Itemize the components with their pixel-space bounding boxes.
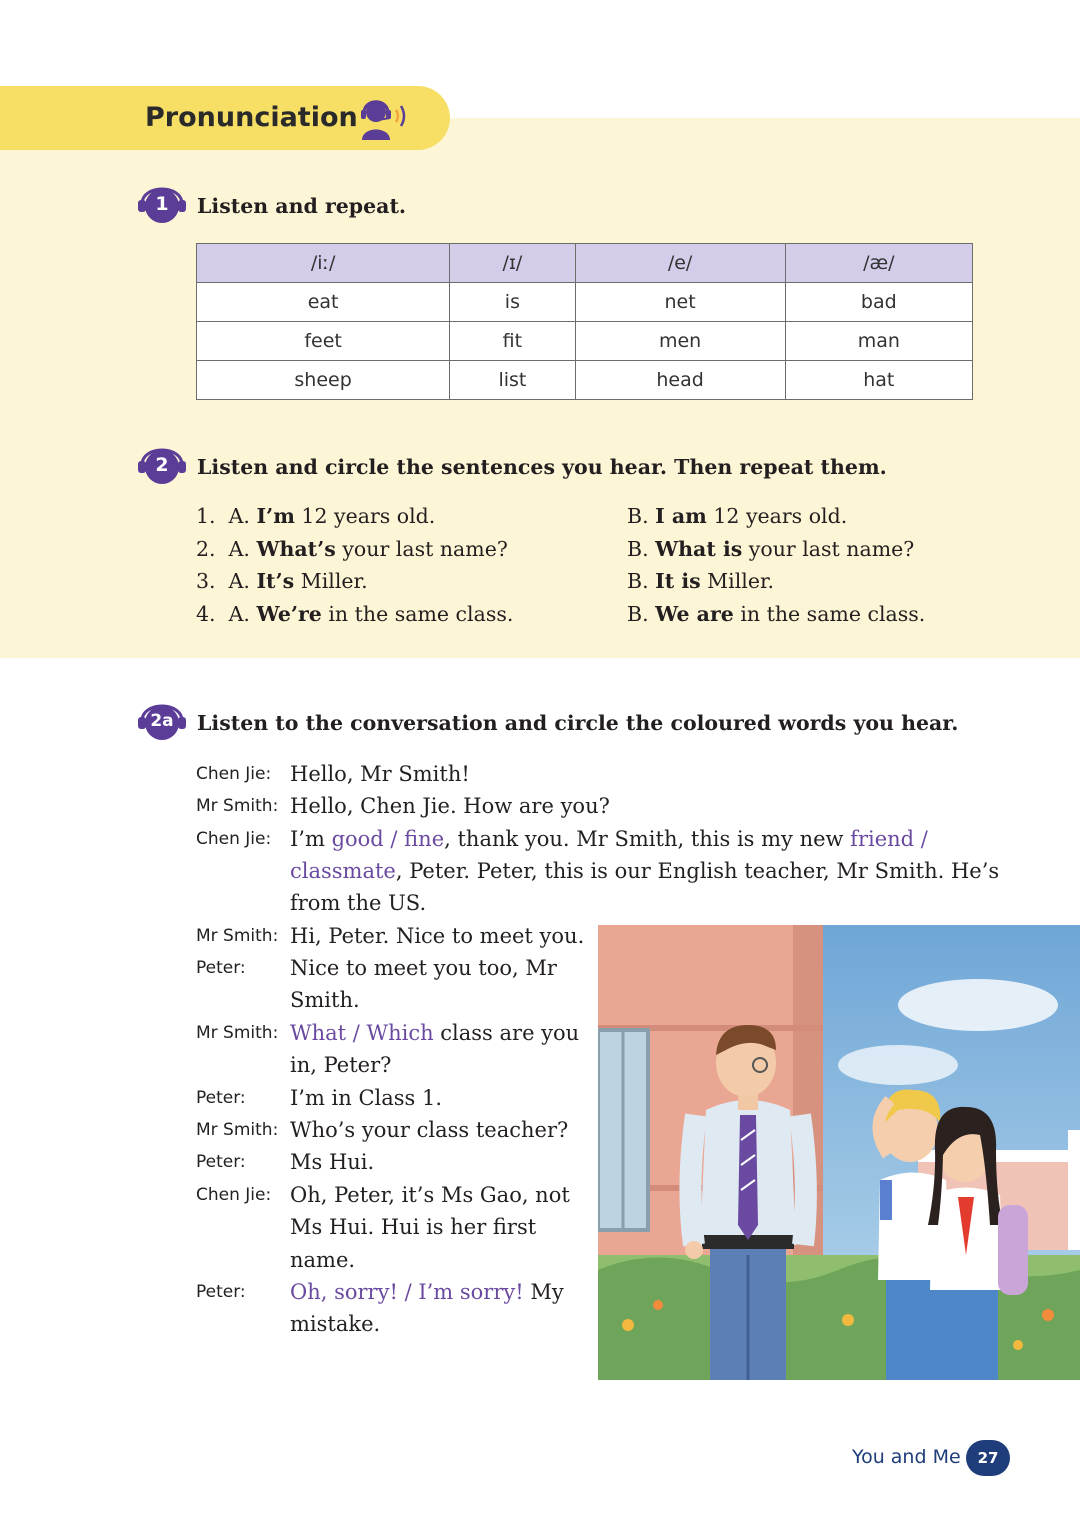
speaker-name: Peter: xyxy=(196,1282,246,1302)
dialogue-text: I’m in Class 1. xyxy=(290,1086,443,1110)
speaker-name: Peter: xyxy=(196,1088,246,1108)
speaker-name: Chen Jie: xyxy=(196,1185,272,1205)
coloured-word-option[interactable]: friend / xyxy=(850,827,928,851)
dialogue-line: Chen Jie: I’m good / fine, thank you. Mr Smith, this is my new friend / xyxy=(196,823,928,855)
sentence-item-4b: B. We are in the same class. xyxy=(627,602,926,626)
activity-2-badge xyxy=(136,437,188,489)
activity-2-instruction: Listen and circle the sentences you hear. Then repeat them. xyxy=(197,455,887,479)
section-title: Pronunciation xyxy=(145,102,358,133)
activity-number: 2a xyxy=(150,711,174,731)
dialogue-line xyxy=(196,952,557,984)
dialogue-line xyxy=(196,758,470,790)
activity-2a-instruction: Listen to the conversation and circle the coloured words you hear. xyxy=(197,711,959,735)
sentence-item-1b: B. I am 12 years old. xyxy=(627,504,848,528)
footer-unit-title: You and Me xyxy=(852,1446,961,1468)
dialogue-continuation: Smith. xyxy=(290,988,360,1012)
dialogue-continuation: name. xyxy=(290,1248,356,1272)
dialogue-continuation: Ms Hui. Hui is her first xyxy=(290,1215,537,1239)
coloured-word-option[interactable]: What / Which xyxy=(290,1021,434,1045)
dialogue-continuation: in, Peter? xyxy=(290,1053,392,1077)
activity-number: 2 xyxy=(155,454,169,476)
conversation-illustration xyxy=(598,925,1080,1380)
dialogue-line xyxy=(196,920,584,952)
dialogue-line xyxy=(196,1146,374,1178)
speaker-name: Peter: xyxy=(196,958,246,978)
dialogue-text: Hello, Mr Smith! xyxy=(290,762,470,786)
activity-2a-badge xyxy=(136,693,188,745)
coloured-word-option[interactable]: good / fine xyxy=(331,827,445,851)
dialogue-line xyxy=(196,1082,442,1114)
activity-1-instruction: Listen and repeat. xyxy=(197,194,407,218)
table-cell: man xyxy=(785,322,972,361)
sentence-item-4a: 4. A. We’re in the same class. xyxy=(196,602,514,626)
speaker-name: Mr Smith: xyxy=(196,1120,279,1140)
dialogue-line: Mr Smith: What / Which class are you xyxy=(196,1017,579,1049)
sentence-item-1a: 1. A. I’m 12 years old. xyxy=(196,504,436,528)
table-row xyxy=(197,283,973,322)
table-cell: men xyxy=(575,322,785,361)
activity-1-badge xyxy=(136,176,188,228)
dialogue-text: Hi, Peter. Nice to meet you. xyxy=(290,924,585,948)
dialogue-text: Who’s your class teacher? xyxy=(290,1118,569,1142)
dialogue-text: Oh, Peter, it’s Ms Gao, not xyxy=(290,1183,570,1207)
table-row xyxy=(197,322,973,361)
table-cell: feet xyxy=(197,322,450,361)
table-cell: bad xyxy=(785,283,972,322)
table-cell: net xyxy=(575,283,785,322)
speaker-name: Chen Jie: xyxy=(196,764,272,784)
speaker-name: Chen Jie: xyxy=(196,829,272,849)
dialogue-continuation: classmate, Peter. Peter, this is our English teacher, Mr Smith. He’s xyxy=(290,859,1000,883)
sentence-item-2a: 2. A. What’s your last name? xyxy=(196,537,508,561)
table-cell: eat xyxy=(197,283,450,322)
table-cell: is xyxy=(450,283,575,322)
dialogue-text: Hello, Chen Jie. How are you? xyxy=(290,794,610,818)
speaker-name: Peter: xyxy=(196,1152,246,1172)
table-header-cell: /e/ xyxy=(575,244,785,283)
table-cell: sheep xyxy=(197,361,450,400)
table-header-cell: /æ/ xyxy=(785,244,972,283)
dialogue-line xyxy=(196,790,610,822)
speaker-name: Mr Smith: xyxy=(196,796,279,816)
dialogue-text: Ms Hui. xyxy=(290,1150,375,1174)
table-cell: head xyxy=(575,361,785,400)
dialogue-continuation: from the US. xyxy=(290,891,427,915)
table-header-row xyxy=(197,244,973,283)
coloured-word-option[interactable]: Oh, sorry! / I’m sorry! xyxy=(290,1280,524,1304)
table-cell: hat xyxy=(785,361,972,400)
speaker-name: Mr Smith: xyxy=(196,1023,279,1043)
dialogue-line xyxy=(196,1114,568,1146)
table-row xyxy=(197,361,973,400)
speaker-name: Mr Smith: xyxy=(196,926,279,946)
dialogue-continuation: mistake. xyxy=(290,1312,381,1336)
sentence-item-3b: B. It is Miller. xyxy=(627,569,775,593)
phonetics-table xyxy=(196,243,973,400)
sentence-item-2b: B. What is your last name? xyxy=(627,537,915,561)
coloured-word-option[interactable]: classmate xyxy=(290,859,396,883)
dialogue-line: Peter: Oh, sorry! / I’m sorry! My xyxy=(196,1276,564,1308)
dialogue-line xyxy=(196,1179,570,1211)
dialogue-text: Nice to meet you too, Mr xyxy=(290,956,557,980)
page-number: 27 xyxy=(966,1440,1010,1476)
table-header-cell: /iː/ xyxy=(197,244,450,283)
table-cell: fit xyxy=(450,322,575,361)
headset-listening-icon xyxy=(356,96,410,142)
sentence-item-3a: 3. A. It’s Miller. xyxy=(196,569,368,593)
activity-number: 1 xyxy=(155,193,169,215)
table-header-cell: /ɪ/ xyxy=(450,244,575,283)
table-cell: list xyxy=(450,361,575,400)
